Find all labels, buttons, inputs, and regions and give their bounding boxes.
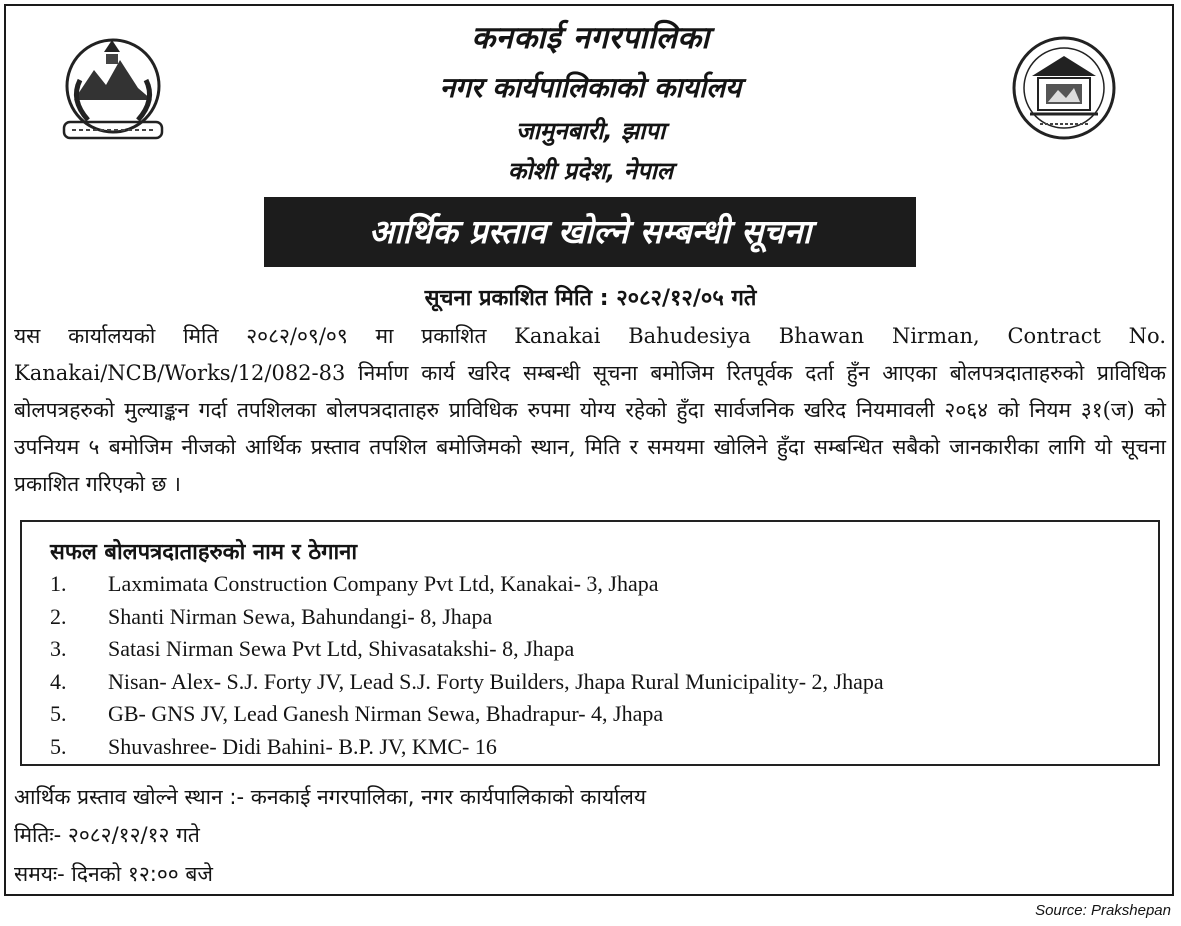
list-item-number: 2. xyxy=(50,603,67,629)
list-item xyxy=(50,601,884,634)
list-item xyxy=(50,698,884,731)
list-item-number: 5. xyxy=(50,733,67,759)
bidders-list xyxy=(50,568,884,764)
list-item-number: 5. xyxy=(50,701,67,727)
list-item-name: GB- GNS JV, Lead Ganesh Nirman Sewa, Bhadrapur- 4, Jhapa xyxy=(108,701,664,727)
opening-date: मितिः- २०८२/१२/१२ गते xyxy=(14,823,200,847)
list-item-name: Nisan- Alex- S.J. Forty JV, Lead S.J. Forty Builders, Jhapa Rural Municipality- 2, Jhapa xyxy=(108,668,884,694)
list-item-number: 3. xyxy=(50,636,67,662)
list-item xyxy=(50,731,884,764)
office-location: जामुनबारी, झापा xyxy=(515,117,666,145)
list-item-number: 1. xyxy=(50,571,67,596)
source-credit: Source: Prakshepan xyxy=(1035,902,1171,919)
municipality-name: कनकाई नगरपालिका xyxy=(471,20,710,56)
office-name: नगर कार्यपालिकाको कार्यालय xyxy=(439,71,742,104)
notice-title: आर्थिक प्रस्ताव खोल्ने सम्बन्धी सूचना xyxy=(368,212,812,251)
list-item xyxy=(50,568,884,601)
published-date: सूचना प्रकाशित मिति : २०८२/१२/०५ गते xyxy=(424,286,757,311)
list-item-name: Shuvashree- Didi Bahini- B.P. JV, KMC- 16 xyxy=(108,733,497,759)
list-item xyxy=(50,666,884,699)
list-item-number: 4. xyxy=(50,668,67,694)
list-item-name: Laxmimata Construction Company Pvt Ltd, Kanakai- 3, Jhapa xyxy=(108,571,659,596)
notice-body: यस कार्यालयको मिति २०८२/०९/०९ मा प्रकाशित Kanakai Bahudesiya Bhawan Nirman, Contract No. Kanakai/NCB/Works/12/082-83 निर्माण कार्य खरिद सम्बन्धी सूचना बमोजिम रितपूर्वक दर्ता हुँन आएका बोलपत्रदाताहरुको प्राविधिक बोलपत्रहरुको मुल्याङ्कन गर्दा तपशिलका बोलपत्रदाताहरु प्राविधिक रुपमा योग्य रहेको हुँदा सार्वजनिक खरिद नियमावली २०६४ को नियम ३१(ज) को उपनियम ५ बमोजिम नीजको आर्थिक प्रस्ताव तपशिल बमोजिमको स्थान, मिति र समयमा खोलिने हुँदा सम्बन्धित सबैको जानकारीका लागि यो सूचना प्रकाशित गरिएको छ । xyxy=(14,324,1166,496)
list-item-name: Satasi Nirman Sewa Pvt Ltd, Shivasatakshi- 8, Jhapa xyxy=(108,636,575,662)
bidders-title: सफल बोलपत्रदाताहरुको नाम र ठेगाना xyxy=(50,540,358,565)
list-item xyxy=(50,633,884,666)
list-item-name: Shanti Nirman Sewa, Bahundangi- 8, Jhapa xyxy=(108,603,493,629)
notice-title-banner xyxy=(264,197,916,267)
opening-time: समयः- दिनको १२:०० बजे xyxy=(14,862,213,886)
opening-place: आर्थिक प्रस्ताव खोल्ने स्थान :- कनकाई नगरपालिका, नगर कार्यपालिकाको कार्यालय xyxy=(14,785,647,809)
bidders-box xyxy=(20,520,1160,766)
province-name: कोशी प्रदेश, नेपाल xyxy=(507,157,674,185)
